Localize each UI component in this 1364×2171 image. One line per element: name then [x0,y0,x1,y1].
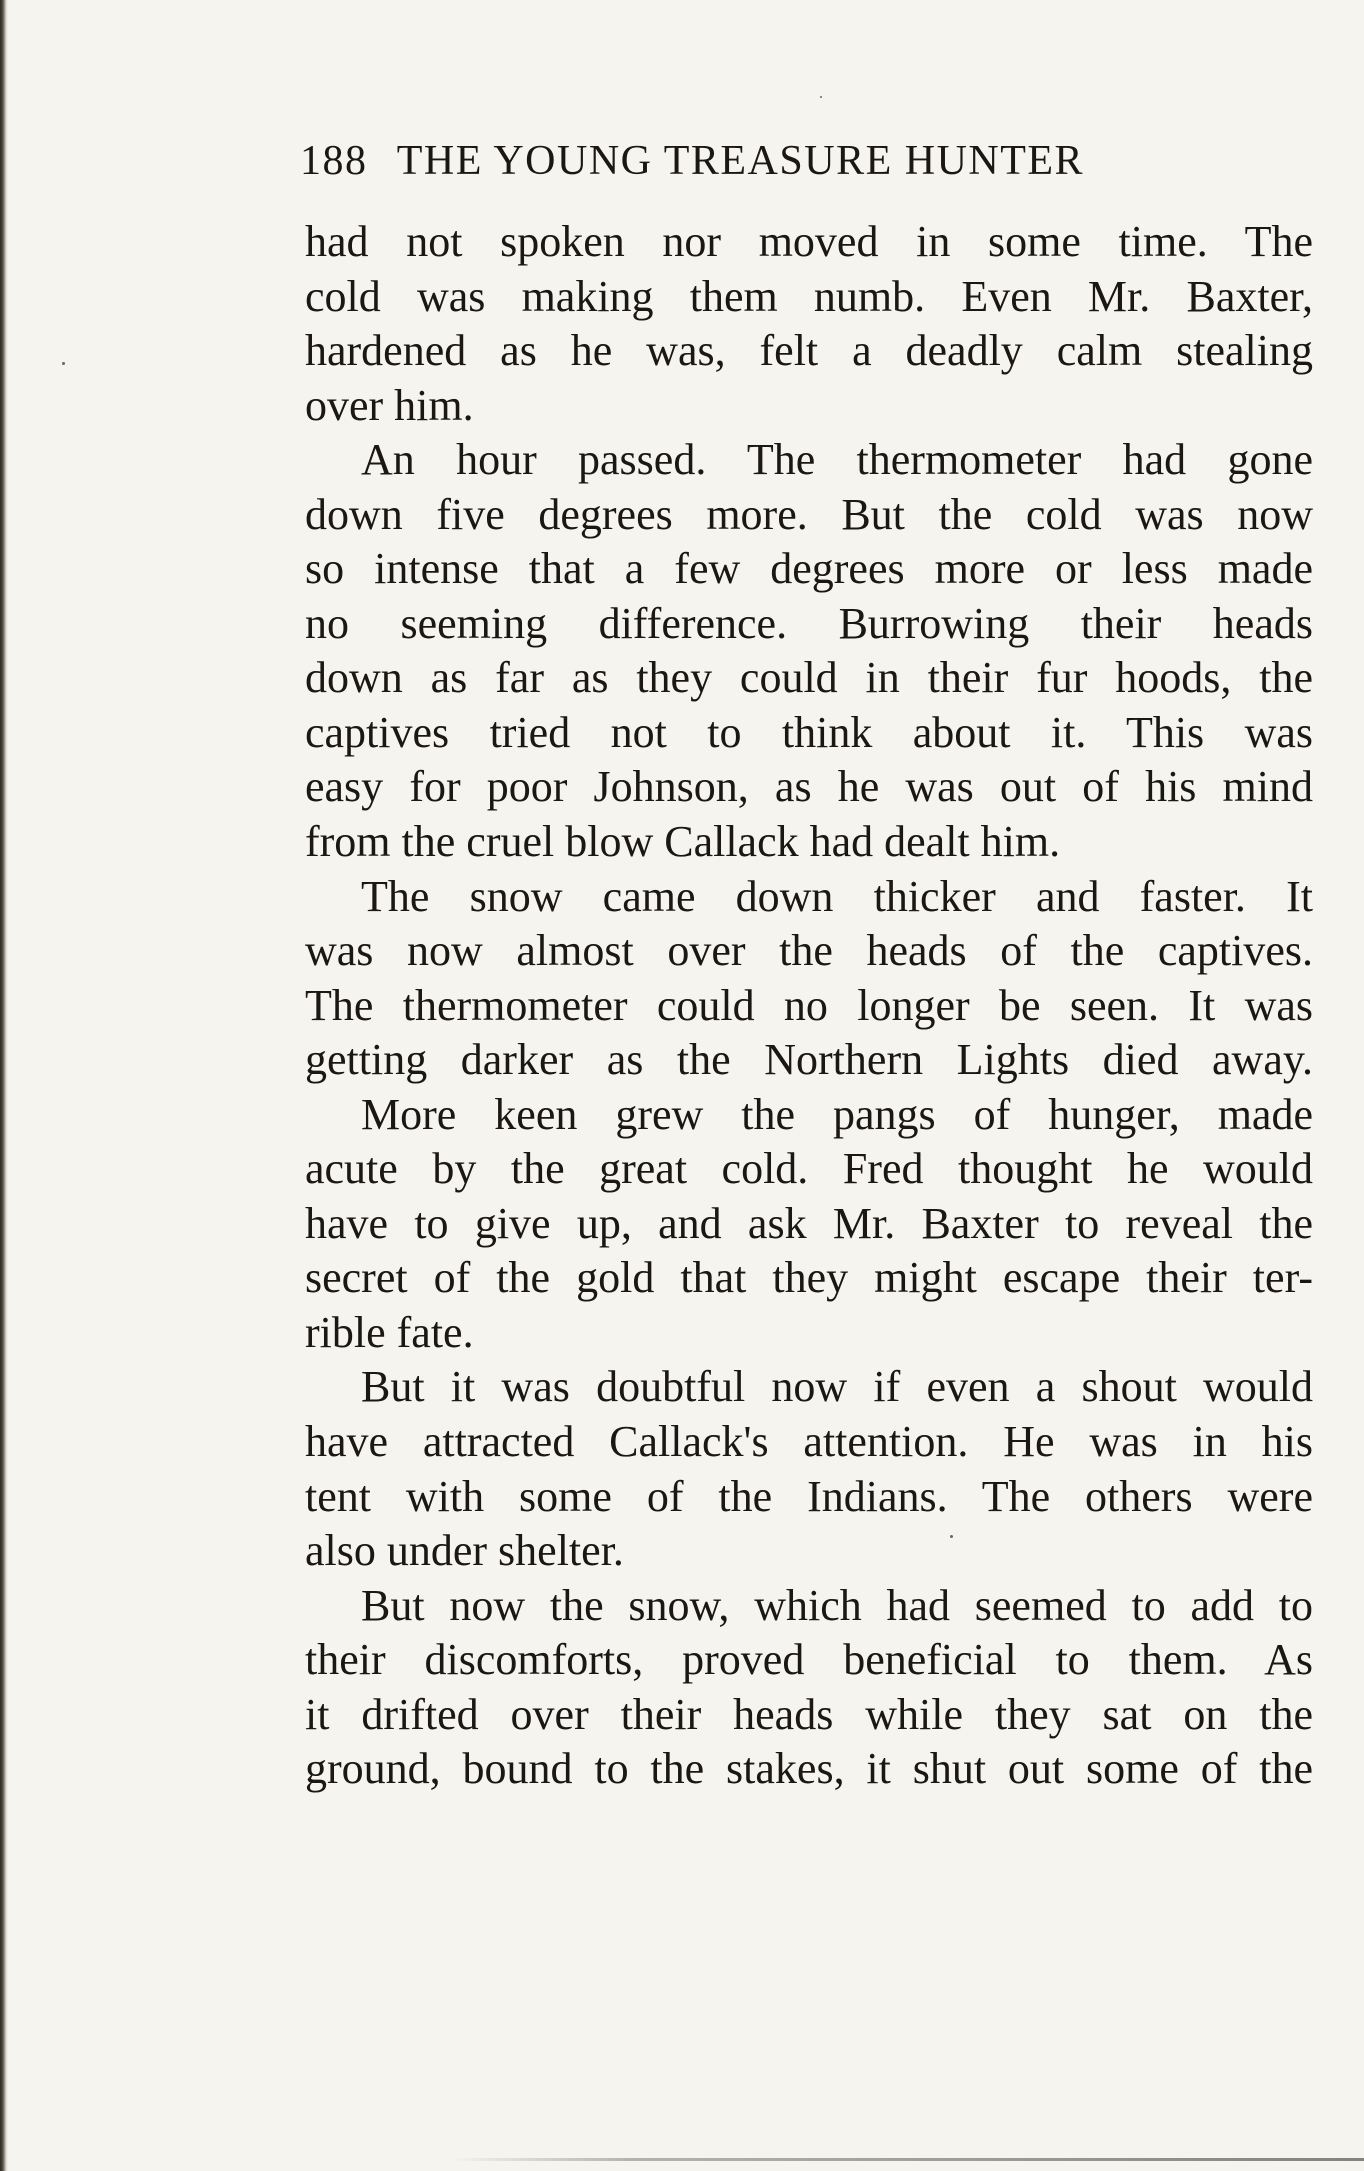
text-line: rible fate. [305,1307,474,1357]
text-line: tent with some of the Indians. The others were [305,1471,1313,1521]
page-number: 188 [300,138,368,184]
body-text [305,215,1313,1797]
text-line: have attracted Callack's attention. He was in his [305,1417,1313,1467]
text-line: no seeming difference. Burrowing their heads [305,598,1313,648]
running-title: THE YOUNG TREASURE HUNTER [396,138,1085,184]
text-line: easy for poor Johnson, as he was out of his mind [305,762,1313,812]
text-line: down as far as they could in their fur hoods, the [305,653,1313,703]
page-spine-shadow [0,0,8,2171]
text-line: secret of the gold that they might escape their ter- [305,1253,1313,1303]
text-line: But now the snow, which had seemed to add to [361,1580,1313,1630]
text-line: it drifted over their heads while they sat on the [305,1689,1313,1739]
paper-speck [62,362,65,365]
text-line: ground, bound to the stakes, it shut out some of the [305,1744,1313,1794]
text-line: so intense that a few degrees more or less made [305,544,1313,594]
text-line: An hour passed. The thermometer had gone [361,435,1313,485]
paper-speck [820,96,822,98]
text-line: getting darker as the Northern Lights died away. [305,1035,1313,1085]
text-line: was now almost over the heads of the captives. [305,926,1313,976]
text-line: had not spoken nor moved in some time. The [305,217,1313,266]
text-line: cold was making them numb. Even Mr. Baxter, [305,271,1313,321]
text-line: hardened as he was, felt a deadly calm stealing [305,326,1313,376]
text-line: also under shelter. [305,1526,624,1576]
running-header [300,136,1084,186]
text-line: The thermometer could no longer be seen. It was [305,980,1313,1030]
text-line: their discomforts, proved beneficial to them. As [305,1635,1313,1685]
text-line: over him. [305,380,474,430]
text-line: More keen grew the pangs of hunger, made [361,1089,1313,1139]
text-line: But it was doubtful now if even a shout would [361,1362,1313,1412]
text-line: acute by the great cold. Fred thought he would [305,1144,1313,1194]
text-line: from the cruel blow Callack had dealt him. [305,817,1061,867]
text-line: The snow came down thicker and faster. It [361,871,1313,921]
text-line: down five degrees more. But the cold was now [305,489,1313,539]
page-bottom-edge [450,2158,1364,2161]
text-line: captives tried not to think about it. This was [305,707,1313,757]
text-line: have to give up, and ask Mr. Baxter to reveal the [305,1198,1313,1248]
